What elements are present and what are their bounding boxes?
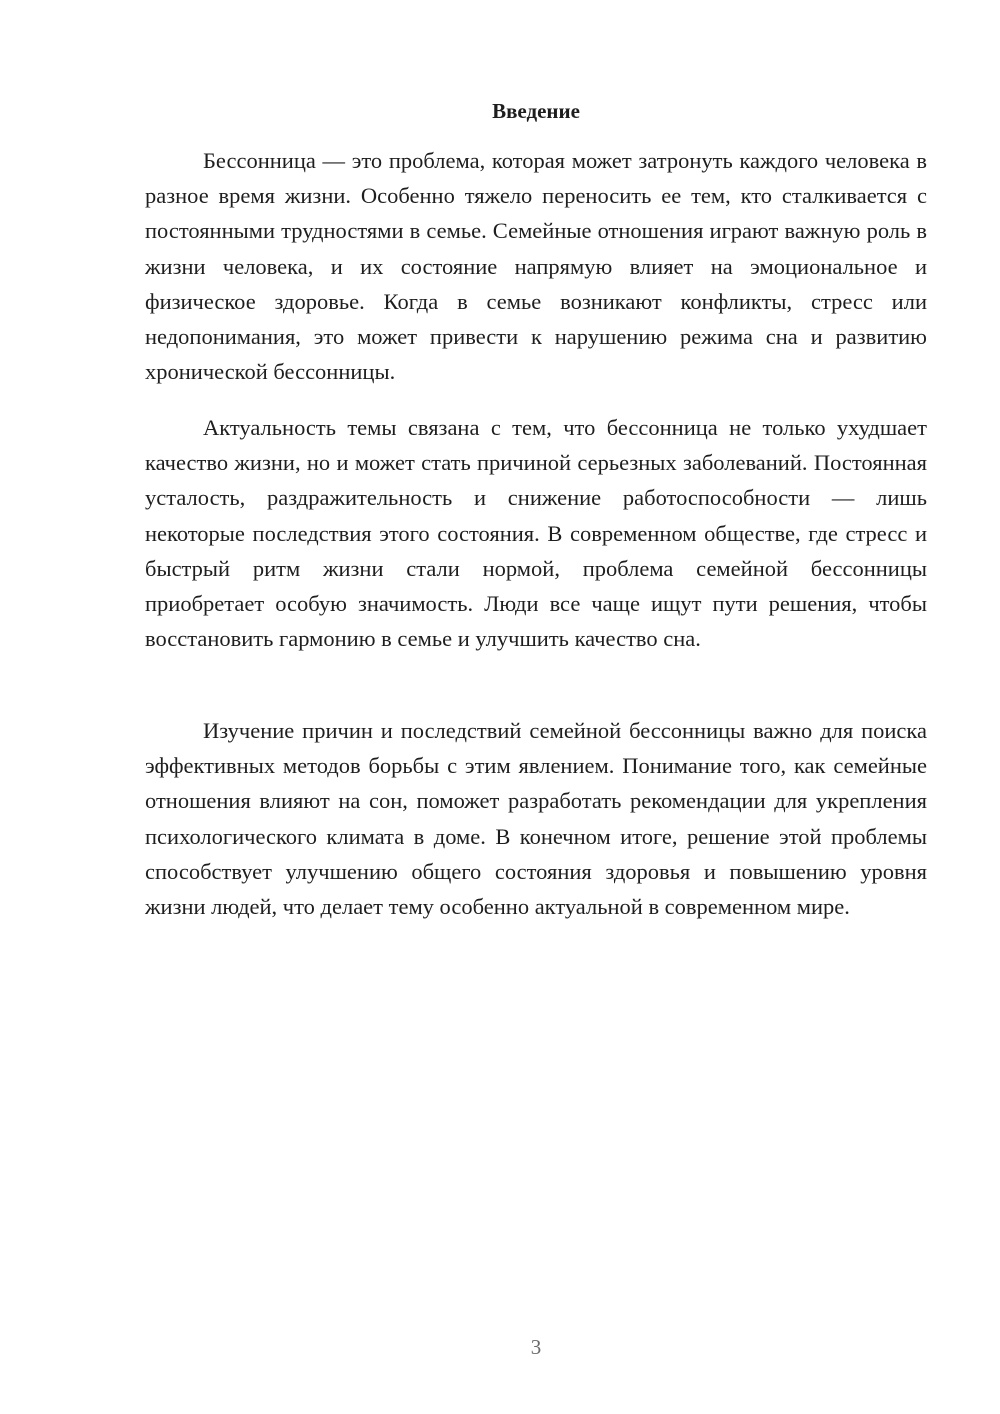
paragraph-2: Актуальность темы связана с тем, что бессонница не только ухудшает качество жизни, но и может стать причиной серьезных заболеваний. Постоянная усталость, раздражительность и снижение работоспособности — лишь некоторые последствия этого состояния. В современном обществе, где стресс и быстрый ритм жизни стали нормой, проблема семейной бессонницы приобретает особую значимость. Люди все чаще ищут пути решения, чтобы восстановить гармонию в семье и улучшить качество сна. bbox=[145, 415, 927, 652]
paragraph-1: Бессонница — это проблема, которая может затронуть каждого человека в разное время жизни. Особенно тяжело переносить ее тем, кто сталкивается с постоянными трудностями в семье. Семейные отношения играют важную роль в жизни человека, и их состояние напрямую влияет на эмоциональное и физическое здоровье. Когда в семье возникают конфликты, стресс или недопонимания, это может привести к нарушению режима сна и развитию хронической бессонницы. bbox=[145, 148, 927, 385]
section-heading: Введение bbox=[492, 99, 580, 123]
page-number: 3 bbox=[530, 1335, 542, 1359]
paragraph-3: Изучение причин и последствий семейной бессонницы важно для поиска эффективных методов борьбы с этим явлением. Понимание того, как семейные отношения влияют на сон, поможет разработать рекомендации для укрепления психологического климата в доме. В конечном итоге, решение этой проблемы способствует улучшению общего состояния здоровья и повышению уровня жизни людей, что делает тему особенно актуальной в современном мире. bbox=[145, 718, 927, 920]
